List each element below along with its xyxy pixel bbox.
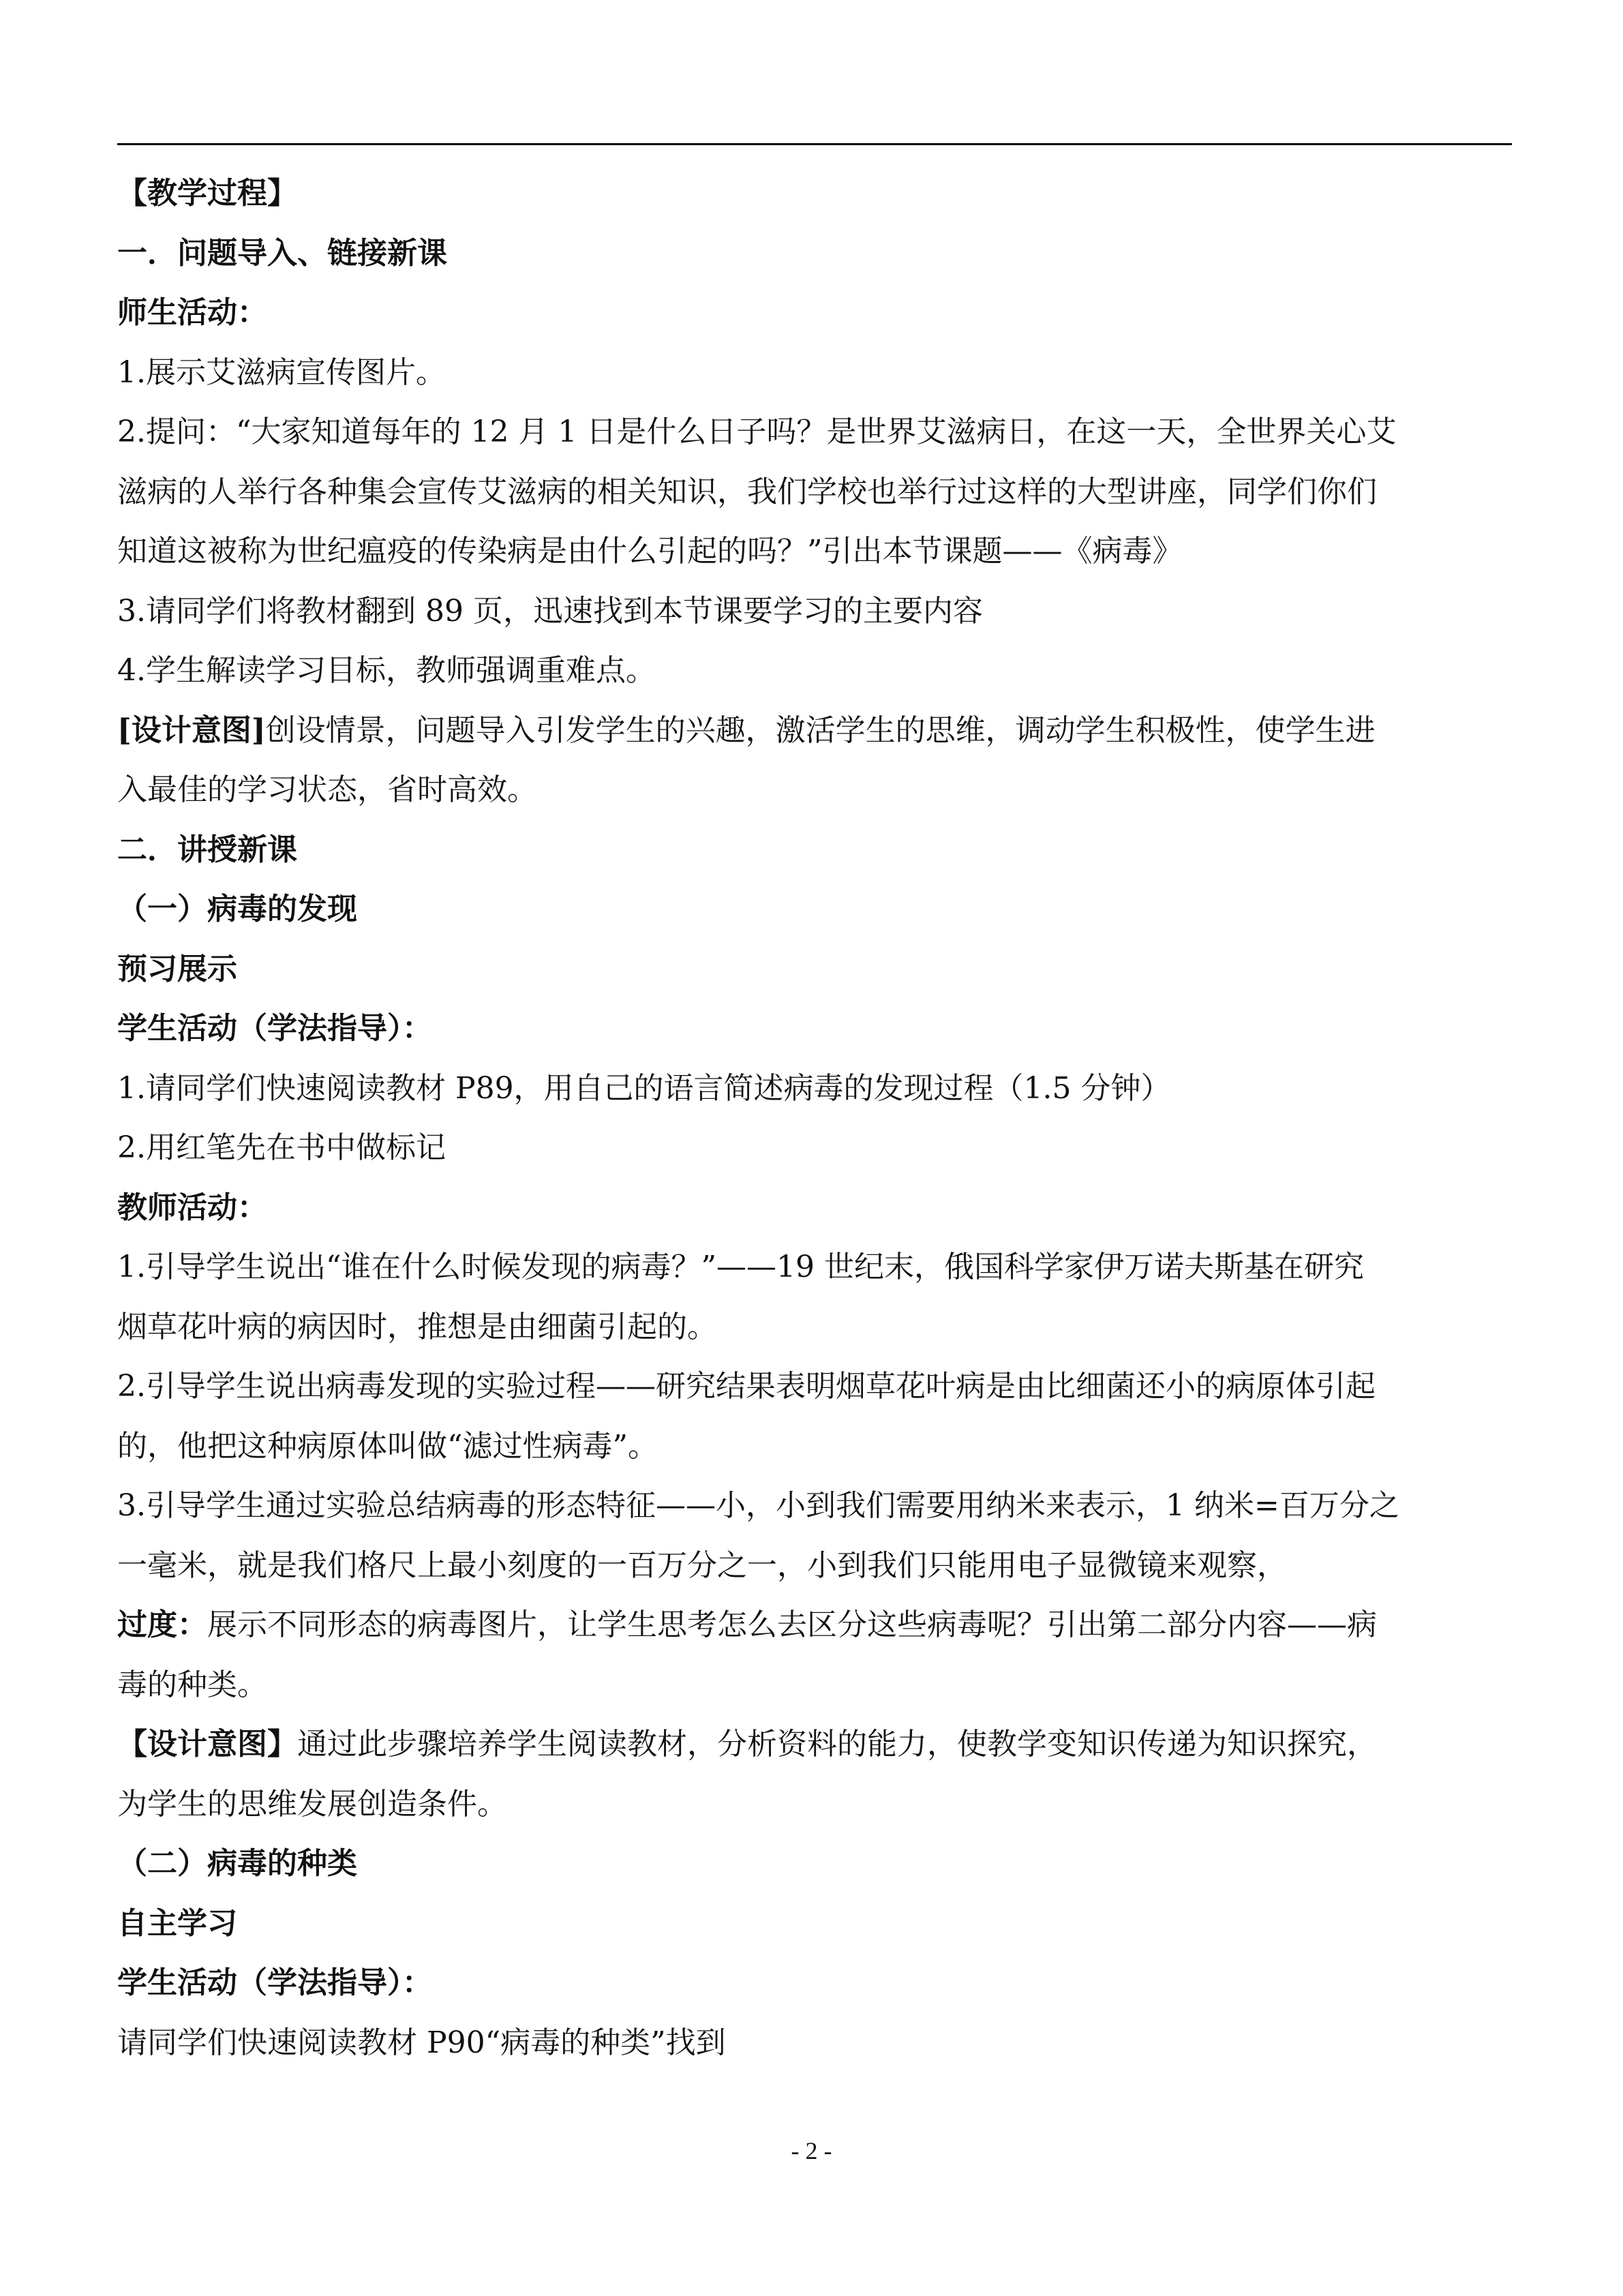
text-line xyxy=(117,1655,1512,1715)
text-line xyxy=(117,224,1512,284)
inline-label: 过度： xyxy=(117,1607,207,1642)
text-line xyxy=(117,283,1512,343)
line-text: 请同学们快速阅读教材 P90“病毒的种类”找到 xyxy=(117,2025,726,2060)
line-text: 毒的种类。 xyxy=(117,1667,267,1702)
text-line xyxy=(117,522,1512,581)
text-line xyxy=(117,1297,1512,1357)
line-text: 一．问题导入、链接新课 xyxy=(117,235,447,271)
line-text: 入最佳的学习状态，省时高效。 xyxy=(117,772,537,807)
document-body xyxy=(117,164,1512,2072)
inline-label: 【设计意图】 xyxy=(117,1727,297,1762)
text-line xyxy=(117,1715,1512,1774)
text-line xyxy=(117,939,1512,999)
page-number: - 2 - xyxy=(791,2137,832,2164)
line-text: 1.请同学们快速阅读教材 P89，用自己的语言简述病毒的发现过程（1.5 分钟） xyxy=(117,1070,1171,1106)
inline-label: [设计意图] xyxy=(117,712,266,748)
line-text: （一）病毒的发现 xyxy=(117,892,357,926)
text-line xyxy=(117,1417,1512,1477)
text-line xyxy=(117,2013,1512,2073)
line-text: 3.请同学们将教材翻到 89 页，迅速找到本节课要学习的主要内容 xyxy=(117,593,983,629)
line-text: 展示不同形态的病毒图片，让学生思考怎么去区分这些病毒呢？引出第二部分内容——病 xyxy=(207,1607,1377,1642)
text-line xyxy=(117,1953,1512,2013)
line-text: 2.引导学生说出病毒发现的实验过程——研究结果表明烟草花叶病是由比细菌还小的病原体引起 xyxy=(117,1369,1376,1404)
text-line xyxy=(117,879,1512,939)
text-line xyxy=(117,1118,1512,1178)
text-line xyxy=(117,402,1512,462)
line-text: 的，他把这种病原体叫做“滤过性病毒”。 xyxy=(117,1428,658,1464)
text-line xyxy=(117,1774,1512,1834)
text-line xyxy=(117,1178,1512,1238)
line-text: 预习展示 xyxy=(117,951,237,986)
text-line xyxy=(117,760,1512,820)
text-line xyxy=(117,820,1512,880)
text-line xyxy=(117,1595,1512,1655)
line-text: 教师活动： xyxy=(117,1190,267,1225)
text-line xyxy=(117,1894,1512,1954)
text-line xyxy=(117,343,1512,403)
text-line xyxy=(117,1059,1512,1119)
line-text: 创设情景，问题导入引发学生的兴趣，激活学生的思维，调动学生积极性，使学生进 xyxy=(265,712,1376,748)
text-line xyxy=(117,1834,1512,1894)
line-text: 滋病的人举行各种集会宣传艾滋病的相关知识，我们学校也举行过这样的大型讲座，同学们你们 xyxy=(117,474,1377,509)
text-line xyxy=(117,164,1512,224)
line-text: 【教学过程】 xyxy=(117,176,297,211)
text-line xyxy=(117,1536,1512,1596)
text-line xyxy=(117,641,1512,701)
text-line xyxy=(117,1357,1512,1417)
line-text: 2.提问：“大家知道每年的 12 月 1 日是什么日子吗？是世界艾滋病日，在这一天，全世界关心艾 xyxy=(117,414,1397,449)
line-text: 学生活动（学法指导）： xyxy=(117,1011,432,1046)
line-text: 1.引导学生说出“谁在什么时候发现的病毒？”——19 世纪末，俄国科学家伊万诺夫斯基在研究 xyxy=(117,1250,1364,1284)
text-line xyxy=(117,701,1512,761)
line-text: 二．讲授新课 xyxy=(117,832,297,867)
line-text: 3.引导学生通过实验总结病毒的形态特征——小，小到我们需要用纳米来表示，1 纳米=百万分之 xyxy=(117,1488,1399,1523)
text-line xyxy=(117,1476,1512,1536)
line-text: 学生活动（学法指导）： xyxy=(117,1965,432,2000)
line-text: 1.展示艾滋病宣传图片。 xyxy=(117,354,446,390)
text-line xyxy=(117,999,1512,1059)
line-text: （二）病毒的种类 xyxy=(117,1846,357,1881)
line-text: 一毫米，就是我们格尺上最小刻度的一百万分之一，小到我们只能用电子显微镜来观察， xyxy=(117,1547,1287,1583)
line-text: 自主学习 xyxy=(117,1905,237,1941)
text-line xyxy=(117,581,1512,641)
line-text: 通过此步骤培养学生阅读教材，分析资料的能力，使教学变知识传递为知识探究， xyxy=(297,1727,1377,1762)
header-rule xyxy=(117,143,1512,145)
line-text: 2.用红笔先在书中做标记 xyxy=(117,1130,446,1165)
line-text: 为学生的思维发展创造条件。 xyxy=(117,1786,507,1822)
line-text: 知道这被称为世纪瘟疫的传染病是由什么引起的吗？”引出本节课题——《病毒》 xyxy=(117,534,1183,569)
text-line xyxy=(117,1237,1512,1297)
line-text: 4.学生解读学习目标，教师强调重难点。 xyxy=(117,653,656,688)
text-line xyxy=(117,462,1512,522)
line-text: 烟草花叶病的病因时，推想是由细菌引起的。 xyxy=(117,1309,717,1344)
line-text: 师生活动： xyxy=(117,295,267,330)
